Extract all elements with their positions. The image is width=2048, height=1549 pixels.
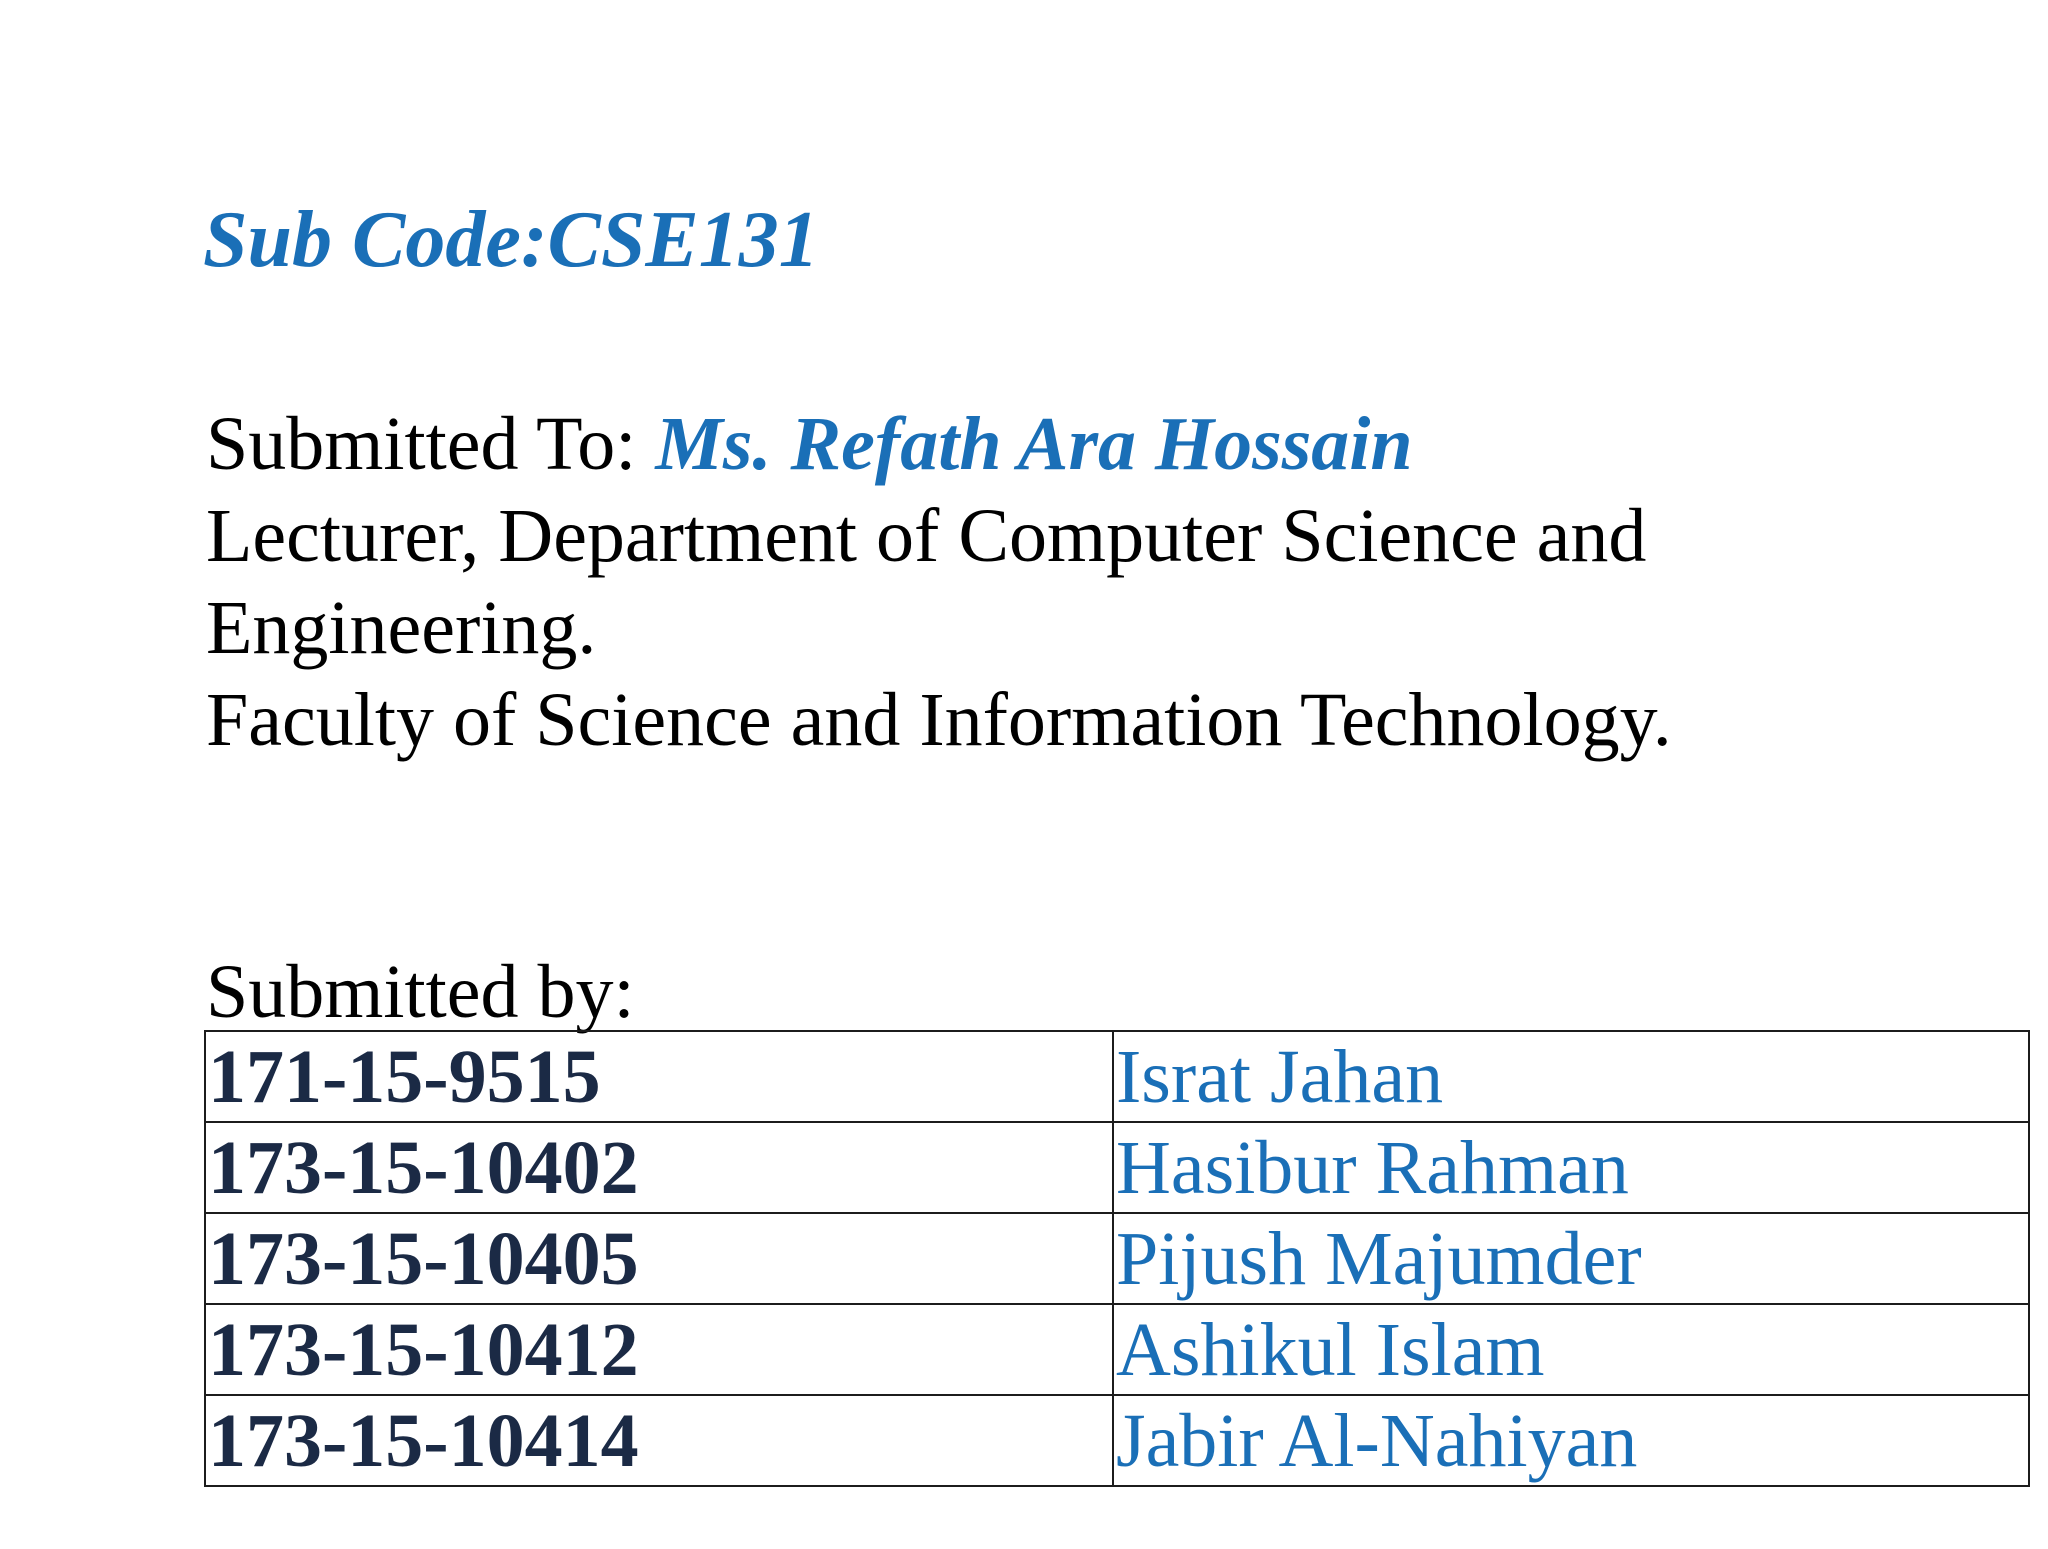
submitted-to-label: Submitted To:	[206, 402, 637, 486]
submitted-by-label: Submitted by:	[206, 950, 635, 1034]
student-id-cell: 171-15-9515	[205, 1031, 1113, 1122]
submitted-to-line	[206, 398, 1672, 490]
student-id-cell: 173-15-10412	[205, 1304, 1113, 1395]
student-name-cell: Ashikul Islam	[1113, 1304, 2029, 1395]
members-table	[204, 1030, 2030, 1487]
table-row	[205, 1213, 2029, 1304]
table-row	[205, 1122, 2029, 1213]
student-name-cell: Jabir Al-Nahiyan	[1113, 1395, 2029, 1486]
subject-code: Sub Code:CSE131	[203, 196, 819, 284]
table-row	[205, 1395, 2029, 1486]
student-name-cell: Pijush Majumder	[1113, 1213, 2029, 1304]
student-id-cell: 173-15-10405	[205, 1213, 1113, 1304]
table-row	[205, 1304, 2029, 1395]
submitted-to-section	[206, 398, 1672, 766]
teacher-faculty-line: Faculty of Science and Information Technology.	[206, 678, 1672, 762]
student-id-cell: 173-15-10402	[205, 1122, 1113, 1213]
table-row	[205, 1031, 2029, 1122]
teacher-name: Ms. Refath Ara Hossain	[655, 402, 1413, 486]
student-name-cell: Israt Jahan	[1113, 1031, 2029, 1122]
student-name-cell: Hasibur Rahman	[1113, 1122, 2029, 1213]
teacher-department-line: Engineering.	[206, 586, 597, 670]
teacher-designation-line: Lecturer, Department of Computer Science and	[206, 494, 1647, 578]
student-id-cell: 173-15-10414	[205, 1395, 1113, 1486]
